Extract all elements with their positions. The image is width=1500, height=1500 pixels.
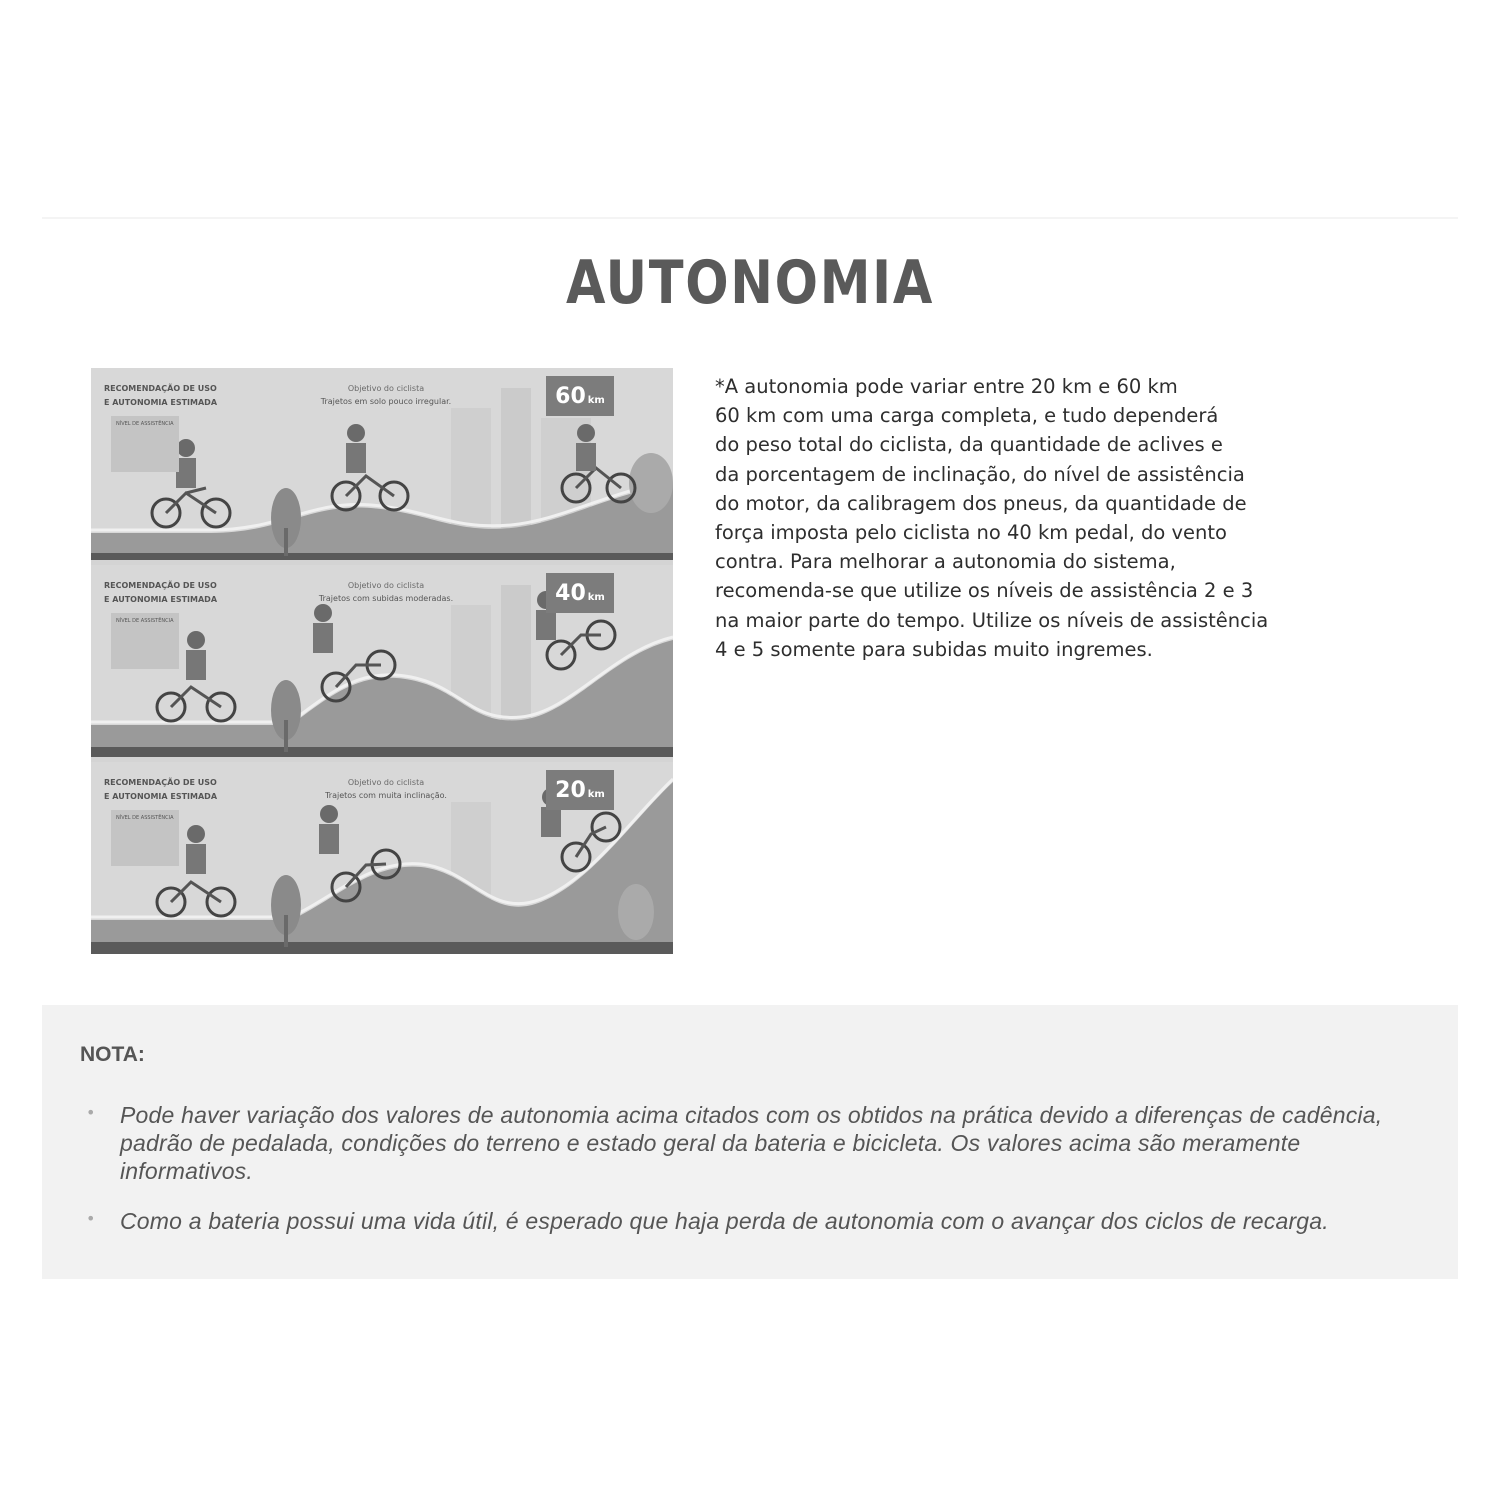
description-line: força imposta pelo ciclista no 40 km pedal, do vento bbox=[715, 521, 1227, 545]
illustration-panel-60km bbox=[91, 368, 673, 560]
note-box bbox=[42, 1005, 1458, 1279]
top-divider bbox=[42, 217, 1458, 219]
description-line: do peso total do ciclista, da quantidade de aclives e bbox=[715, 433, 1223, 457]
description-line: 4 e 5 somente para subidas muito ingremes. bbox=[715, 637, 1153, 661]
panel-rec-line2: E AUTONOMIA ESTIMADA bbox=[104, 398, 218, 407]
panel-levels-title: NÍVEL DE ASSISTÊNCIA bbox=[116, 618, 174, 624]
panel-rec-line1: RECOMENDAÇÃO DE USO bbox=[104, 581, 217, 590]
panel-objective-text: Trajetos com muita inclinação. bbox=[325, 791, 447, 800]
description-line: *A autonomia pode variar entre 20 km e 60 km bbox=[715, 375, 1178, 398]
note-list bbox=[80, 1101, 1420, 1257]
autonomy-description bbox=[715, 372, 1395, 664]
description-line: na maior parte do tempo. Utilize os níveis de assistência bbox=[715, 608, 1269, 632]
km-badge bbox=[546, 573, 614, 613]
panel-objective-text: Trajetos com subidas moderadas. bbox=[318, 594, 454, 603]
bullet-icon: • bbox=[86, 1209, 96, 1228]
panel-objective-title: Objetivo do ciclista bbox=[347, 384, 425, 393]
km-unit: km bbox=[587, 788, 605, 800]
description-line: do motor, da calibragem dos pneus, da quantidade de bbox=[715, 491, 1247, 515]
panel-assist-levels bbox=[111, 416, 179, 472]
panel-recommendation bbox=[104, 579, 234, 607]
panel-objective-text: Trajetos em solo pouco irregular. bbox=[320, 397, 452, 406]
panel-levels-title: NÍVEL DE ASSISTÊNCIA bbox=[116, 421, 174, 427]
panel-recommendation bbox=[104, 382, 234, 410]
description-line: contra. Para melhorar a autonomia do sistema, bbox=[715, 550, 1176, 574]
panel-recommendation bbox=[104, 776, 234, 804]
note-text: Pode haver variação dos valores de autonomia acima citados com os obtidos na prática devido a diferenças de cadência, padrão de pedalada, condições do terreno e estado geral da bateria e bicicleta. Os valores acima são meramente informativos. bbox=[120, 1102, 1383, 1184]
km-badge bbox=[546, 770, 614, 810]
description-line: 60 km com uma carga completa, e tudo dependerá bbox=[715, 404, 1219, 428]
bullet-icon: • bbox=[86, 1103, 96, 1122]
km-badge bbox=[546, 376, 614, 416]
panel-objective bbox=[291, 776, 481, 802]
panel-levels-title: NÍVEL DE ASSISTÊNCIA bbox=[116, 815, 174, 821]
note-item bbox=[80, 1101, 1420, 1185]
km-unit: km bbox=[587, 591, 605, 603]
panel-objective-title: Objetivo do ciclista bbox=[347, 581, 425, 590]
note-text: Como a bateria possui uma vida útil, é esperado que haja perda de autonomia com o avançar dos ciclos de recarga. bbox=[120, 1208, 1329, 1234]
panel-rec-line1: RECOMENDAÇÃO DE USO bbox=[104, 384, 217, 393]
panel-rec-line2: E AUTONOMIA ESTIMADA bbox=[104, 792, 218, 801]
panel-rec-line1: RECOMENDAÇÃO DE USO bbox=[104, 778, 217, 787]
description-line: recomenda-se que utilize os níveis de assistência 2 e 3 bbox=[715, 579, 1254, 603]
illustration-panel-20km bbox=[91, 762, 673, 954]
panel-assist-levels bbox=[111, 613, 179, 669]
panel-assist-levels bbox=[111, 810, 179, 866]
note-title: NOTA: bbox=[80, 1043, 145, 1066]
illustration-panel-40km bbox=[91, 565, 673, 757]
panel-objective-title: Objetivo do ciclista bbox=[347, 778, 425, 787]
km-unit: km bbox=[587, 394, 605, 406]
panel-rec-line2: E AUTONOMIA ESTIMADA bbox=[104, 595, 218, 604]
autonomy-illustration bbox=[91, 368, 673, 954]
km-value: 20 bbox=[555, 777, 586, 803]
km-value: 60 bbox=[555, 383, 586, 409]
panel-objective bbox=[291, 579, 481, 605]
km-value: 40 bbox=[555, 580, 586, 606]
description-line: da porcentagem de inclinação, do nível de assistência bbox=[715, 462, 1245, 486]
note-item bbox=[80, 1207, 1420, 1235]
page-title: AUTONOMIA bbox=[566, 248, 934, 318]
panel-objective bbox=[291, 382, 481, 408]
